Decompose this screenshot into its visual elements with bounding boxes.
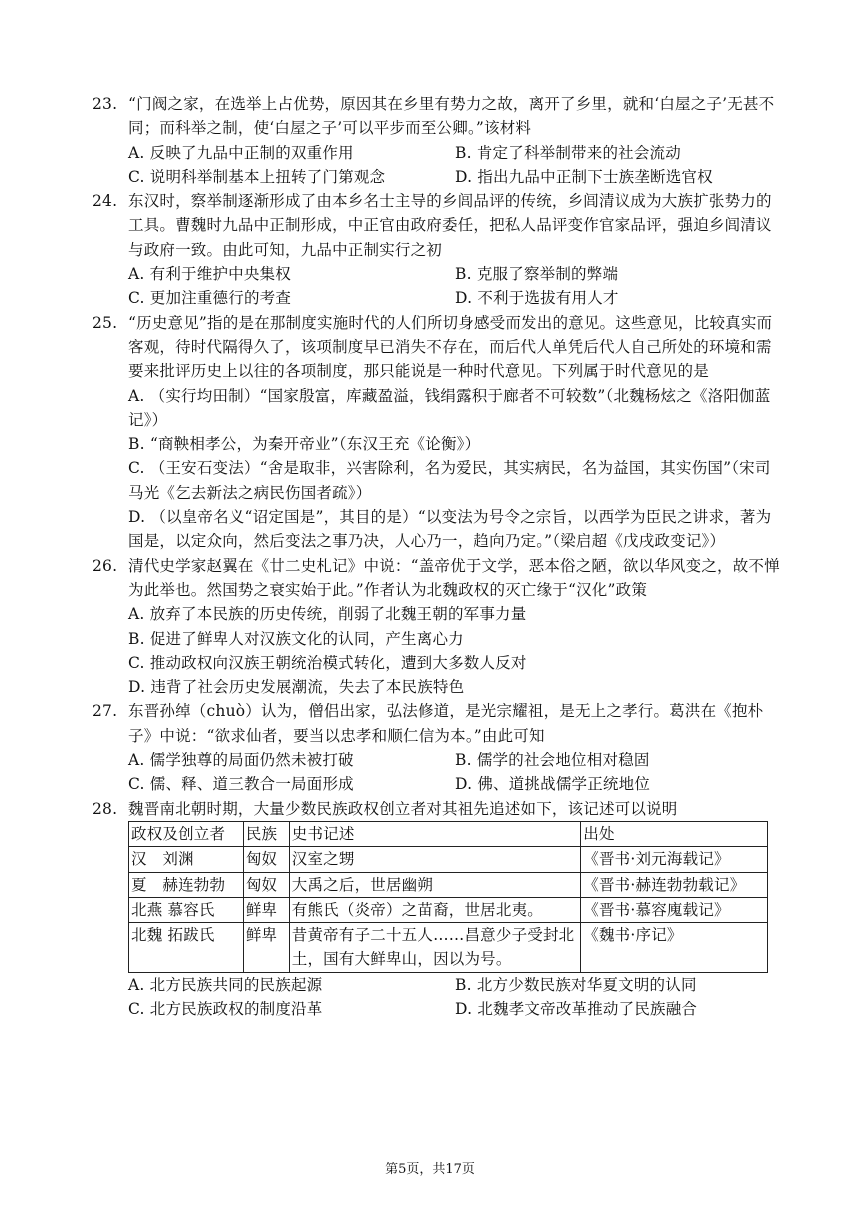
option-row bbox=[128, 748, 782, 772]
question-28 bbox=[92, 797, 782, 1022]
option-b: B. 儒学的社会地位相对稳固 bbox=[455, 751, 650, 770]
table-cell: 北魏 拓跋氏 bbox=[129, 923, 244, 973]
option-c: C. 北方民族政权的制度沿革 bbox=[128, 999, 323, 1018]
option-b: B. 促进了鲜卑人对汉族文化的认同，产生离心力 bbox=[128, 629, 464, 648]
option-row bbox=[128, 973, 782, 997]
option-c: C. （王安石变法）“舍是取非，兴害除利，名为爱民，其实病民，名为益国，其实伤国”（宋司马光《乞去新法之病民伤国者疏》） bbox=[128, 459, 771, 502]
option-row bbox=[128, 772, 782, 796]
question-stem: 东汉时，察举制逐渐形成了由本乡名士主导的乡闾品评的传统，乡闾清议成为大族扩张势力的工具。曹魏时九品中正制形成，中正官由政府委任，把私人品评变作官家品评，强迫乡闾清议与政府一致。由此可知，九品中正制实行之初 bbox=[128, 192, 772, 259]
question-24 bbox=[92, 189, 782, 310]
question-number: 28. bbox=[92, 799, 118, 818]
option-b: B. “商鞅相孝公，为秦开帝业”（东汉王充《论衡》） bbox=[128, 435, 481, 454]
question-stem: 东晋孙绰（chuò）认为，僧侣出家，弘法修道，是光宗耀祖，是无上之孝行。葛洪在《抱朴子》中说：“欲求仙者，要当以忠孝和顺仁信为本。”由此可知 bbox=[128, 702, 764, 745]
question-stem: “历史意见”指的是在那制度实施时代的人们所切身感受而发出的意见。这些意见，比较真实而客观，待时代隔得久了，该项制度早已消失不存在，而后代人单凭后代人自己所处的环境和需要来批评历史上以往的各项制度，那只能说是一种时代意见。下列属于时代意见的是 bbox=[128, 313, 773, 381]
option-row bbox=[128, 286, 782, 310]
option-d: D. （以皇帝名义“诏定国是”，其目的是）“以变法为号令之宗旨，以西学为臣民之讲求，著为国是，以定众向，然后变法之事乃决，人心乃一，趋向乃定。”（梁启超《戊戌政变记》） bbox=[128, 508, 772, 551]
option-d: D. 指出九品中正制下士族垄断选官权 bbox=[455, 167, 713, 186]
question-stem: “门阀之家，在选举上占优势，原因其在乡里有势力之故，离开了乡里，就和‘白屋之子’无甚不同；而科举之制，使‘白屋之子’可以平步而至公卿。”该材料 bbox=[128, 95, 775, 138]
option-row bbox=[128, 262, 782, 286]
question-number: 23. bbox=[92, 95, 118, 113]
table-cell: 有熊氏（炎帝）之苗裔，世居北夷。 bbox=[289, 897, 581, 922]
question-26 bbox=[92, 554, 782, 700]
table-cell: 《晋书·刘元海载记》 bbox=[581, 847, 768, 872]
table-header: 政权及创立者 bbox=[129, 821, 244, 846]
option-a: A. 放弃了本民族的历史传统，削弱了北魏王朝的军事力量 bbox=[128, 605, 527, 624]
table-row bbox=[129, 872, 768, 897]
option-a: A. 反映了九品中正制的双重作用 bbox=[128, 143, 354, 162]
table-cell: 匈奴 bbox=[243, 872, 289, 897]
table-cell: 大禹之后，世居幽朔 bbox=[289, 872, 581, 897]
option-a: A. 有利于维护中央集权 bbox=[128, 265, 291, 284]
table-header: 出处 bbox=[581, 821, 768, 846]
option-d: D. 北魏孝文帝改革推动了民族融合 bbox=[455, 999, 698, 1018]
option-row bbox=[128, 997, 782, 1021]
table-cell: 汉 刘渊 bbox=[129, 847, 244, 872]
table-cell: 鲜卑 bbox=[243, 897, 289, 922]
option-d: D. 佛、道挑战儒学正统地位 bbox=[455, 775, 651, 794]
question-number: 25. bbox=[92, 313, 118, 332]
table-cell: 《魏书·序记》 bbox=[581, 923, 768, 973]
table-row bbox=[129, 923, 768, 973]
question-number: 24. bbox=[92, 192, 118, 211]
table-row bbox=[129, 847, 768, 872]
table-cell: 汉室之甥 bbox=[289, 847, 581, 872]
option-b: B. 克服了察举制的弊端 bbox=[455, 265, 619, 284]
table-cell: 昔黄帝有子二十五人……昌意少子受封北土，国有大鲜卑山，因以为号。 bbox=[289, 923, 581, 973]
table-header: 史书记述 bbox=[289, 821, 581, 846]
table-cell: 鲜卑 bbox=[243, 923, 289, 973]
table-header-row bbox=[129, 821, 768, 846]
table-header: 民族 bbox=[243, 821, 289, 846]
option-a: A. （实行均田制）“国家殷富，库藏盈溢，钱绢露积于廊者不可较数”（北魏杨炫之《洛阳伽蓝记》） bbox=[128, 386, 771, 429]
option-c: C. 更加注重德行的考查 bbox=[128, 289, 292, 308]
option-c: C. 儒、释、道三教合一局面形成 bbox=[128, 775, 354, 794]
question-stem: 清代史学家赵翼在《廿二史札记》中说：“盖帝优于文学，恶本俗之陋，欲以华风变之，故不惮为此举也。然国势之衰实始于此。”作者认为北魏政权的灭亡缘于“汉化”政策 bbox=[128, 556, 780, 599]
question-25 bbox=[92, 311, 782, 554]
ancestry-table bbox=[128, 821, 768, 973]
option-a: A. 儒学独尊的局面仍然未被打破 bbox=[128, 751, 354, 770]
option-b: B. 肯定了科举制带来的社会流动 bbox=[455, 143, 681, 162]
table-cell: 《晋书·赫连勃勃载记》 bbox=[581, 872, 768, 897]
question-number: 27. bbox=[92, 702, 118, 721]
table-cell: 《晋书·慕容廆载记》 bbox=[581, 897, 768, 922]
option-a: A. 北方民族共同的民族起源 bbox=[128, 975, 323, 994]
option-row bbox=[128, 141, 782, 165]
option-c: C. 推动政权向汉族王朝统治模式转化，遭到大多数人反对 bbox=[128, 653, 527, 672]
question-23 bbox=[92, 92, 782, 189]
page-footer: 第5页，共17页 bbox=[385, 1162, 475, 1177]
option-row bbox=[128, 165, 782, 189]
question-number: 26. bbox=[92, 556, 118, 575]
option-d: D. 不利于选拔有用人才 bbox=[455, 289, 619, 308]
table-cell: 夏 赫连勃勃 bbox=[129, 872, 244, 897]
question-stem: 魏晋南北朝时期，大量少数民族政权创立者对其祖先追述如下，该记述可以说明 bbox=[128, 799, 678, 818]
table-cell: 北燕 慕容氏 bbox=[129, 897, 244, 922]
option-d: D. 违背了社会历史发展潮流，失去了本民族特色 bbox=[128, 678, 465, 697]
option-c: C. 说明科举制基本上扭转了门第观念 bbox=[128, 167, 386, 186]
table-row bbox=[129, 897, 768, 922]
table-cell: 匈奴 bbox=[243, 847, 289, 872]
option-b: B. 北方少数民族对华夏文明的认同 bbox=[455, 975, 697, 994]
question-list bbox=[92, 92, 782, 1021]
question-27 bbox=[92, 699, 782, 796]
